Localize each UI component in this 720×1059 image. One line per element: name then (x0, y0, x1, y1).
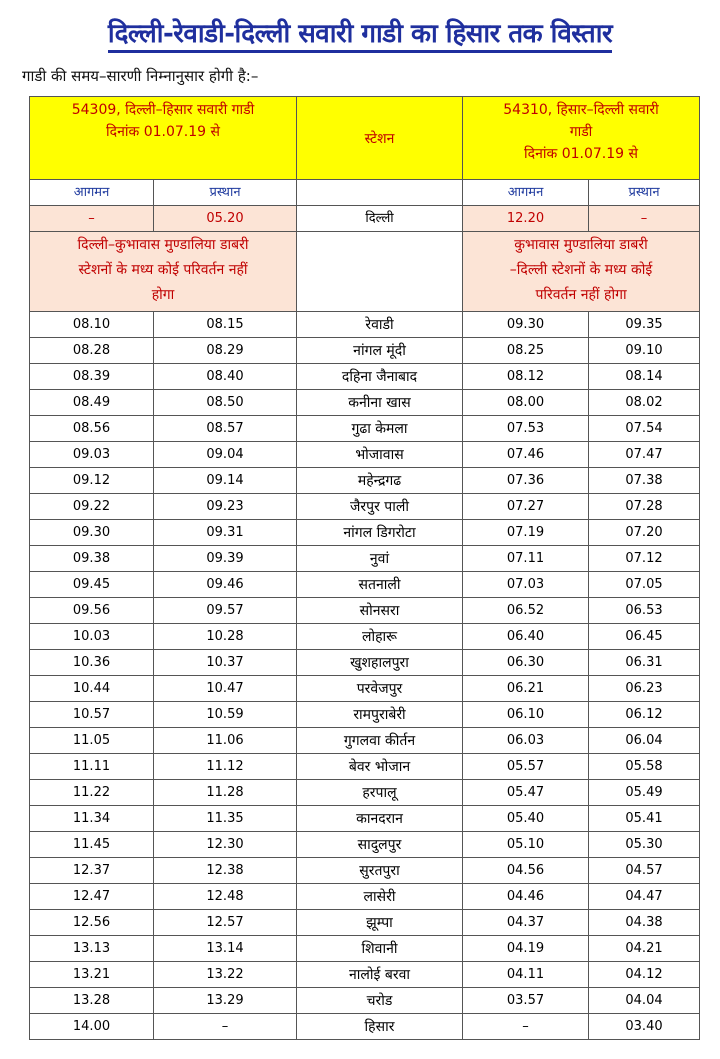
table-row (30, 624, 700, 650)
departure-cell: 08.15 (154, 312, 297, 338)
table-row (30, 416, 700, 442)
departure-header: प्रस्थान (589, 180, 700, 206)
intro-text: गाडी की समय–सारणी निम्नानुसार होगी है:– (22, 67, 259, 85)
arrival-cell: 08.49 (30, 390, 154, 416)
table-row (30, 806, 700, 832)
arrival-cell: 07.46 (463, 442, 589, 468)
table-row (30, 780, 700, 806)
arrival-cell: 04.37 (463, 910, 589, 936)
table-row (30, 962, 700, 988)
table-row (30, 650, 700, 676)
arrival-cell: 10.36 (30, 650, 154, 676)
departure-cell: 11.12 (154, 754, 297, 780)
arrival-cell: 07.36 (463, 468, 589, 494)
departure-cell: 13.22 (154, 962, 297, 988)
train-54310-header: 54310, हिसार–दिल्ली सवारी गाडी दिनांक 01.07.19 से (463, 97, 700, 180)
departure-cell: 06.45 (589, 624, 700, 650)
departure-cell: 08.57 (154, 416, 297, 442)
departure-cell: 04.12 (589, 962, 700, 988)
departure-cell: 03.40 (589, 1014, 700, 1040)
arrival-cell: 06.10 (463, 702, 589, 728)
departure-cell: 11.06 (154, 728, 297, 754)
arrival-cell: 04.11 (463, 962, 589, 988)
table-row (30, 390, 700, 416)
station-cell: शिवानी (297, 936, 463, 962)
departure-cell: 04.21 (589, 936, 700, 962)
note-row (30, 232, 700, 312)
arrival-cell: 05.47 (463, 780, 589, 806)
arrival-cell: 09.56 (30, 598, 154, 624)
departure-cell: 13.29 (154, 988, 297, 1014)
station-cell: महेन्द्रगढ (297, 468, 463, 494)
departure-cell: 07.54 (589, 416, 700, 442)
departure-cell: 12.48 (154, 884, 297, 910)
departure-cell: 12.30 (154, 832, 297, 858)
arrival-cell: 12.47 (30, 884, 154, 910)
arrival-cell: 06.52 (463, 598, 589, 624)
arrival-cell: 04.46 (463, 884, 589, 910)
arrival-cell: 05.40 (463, 806, 589, 832)
station-cell: नांगल डिगरोटा (297, 520, 463, 546)
departure-cell: 09.10 (589, 338, 700, 364)
station-cell: हिसार (297, 1014, 463, 1040)
arrival-cell: 06.21 (463, 676, 589, 702)
arrival-cell: 04.19 (463, 936, 589, 962)
arrival-cell: 07.11 (463, 546, 589, 572)
station-cell: कानदरान (297, 806, 463, 832)
station-cell: झूम्पा (297, 910, 463, 936)
table-row (30, 312, 700, 338)
note-right: कुभावास मुण्डालिया डाबरी –दिल्ली स्टेशनों के मध्य कोई परिवर्तन नहीं होगा (463, 232, 700, 312)
departure-cell: 09.14 (154, 468, 297, 494)
station-cell: गुगलवा कीर्तन (297, 728, 463, 754)
departure-cell: 12.57 (154, 910, 297, 936)
arrival-cell: 09.30 (463, 312, 589, 338)
departure-cell: 04.04 (589, 988, 700, 1014)
departure-cell: 08.29 (154, 338, 297, 364)
arrival-cell: 07.19 (463, 520, 589, 546)
departure-cell: 06.04 (589, 728, 700, 754)
table-row (30, 338, 700, 364)
station-cell: हरपालू (297, 780, 463, 806)
departure-cell: 07.38 (589, 468, 700, 494)
header-row (30, 97, 700, 180)
page-title: दिल्ली-रेवाडी-दिल्ली सवारी गाडी का हिसार तक विस्तार (0, 14, 720, 50)
arrival-cell: 08.10 (30, 312, 154, 338)
arrival-cell: 06.40 (463, 624, 589, 650)
arrival-cell: 06.03 (463, 728, 589, 754)
table-row (30, 728, 700, 754)
arrival-cell: 11.22 (30, 780, 154, 806)
departure-cell: 06.12 (589, 702, 700, 728)
table-row (30, 676, 700, 702)
arrival-cell: – (463, 1014, 589, 1040)
departure-cell: 09.23 (154, 494, 297, 520)
departure-cell: 07.05 (589, 572, 700, 598)
arrival-cell: 11.05 (30, 728, 154, 754)
arrival-cell: 07.53 (463, 416, 589, 442)
arrival-cell: 09.12 (30, 468, 154, 494)
station-cell: रामपुराबेरी (297, 702, 463, 728)
arrival-cell: 10.03 (30, 624, 154, 650)
table-row (30, 494, 700, 520)
departure-cell: 09.04 (154, 442, 297, 468)
departure-cell: 11.35 (154, 806, 297, 832)
table-row (30, 572, 700, 598)
departure-cell: 12.38 (154, 858, 297, 884)
table-row (30, 442, 700, 468)
departure-cell: 09.35 (589, 312, 700, 338)
departure-cell: 07.20 (589, 520, 700, 546)
arrival-cell: 12.20 (463, 206, 589, 232)
station-cell: दिल्ली (297, 206, 463, 232)
table-row (30, 364, 700, 390)
arrival-cell: 08.28 (30, 338, 154, 364)
station-cell: गुढा केमला (297, 416, 463, 442)
table-row (30, 754, 700, 780)
departure-cell: 09.39 (154, 546, 297, 572)
table-row (30, 884, 700, 910)
station-cell: कनीना खास (297, 390, 463, 416)
departure-cell: 04.47 (589, 884, 700, 910)
departure-cell: 11.28 (154, 780, 297, 806)
departure-header: प्रस्थान (154, 180, 297, 206)
table-row (30, 520, 700, 546)
station-cell: रेवाडी (297, 312, 463, 338)
arrival-cell: 13.21 (30, 962, 154, 988)
table-row (30, 988, 700, 1014)
departure-cell: 10.59 (154, 702, 297, 728)
table-row (30, 546, 700, 572)
station-header: स्टेशन (297, 97, 463, 180)
departure-cell: 08.50 (154, 390, 297, 416)
departure-cell: 04.38 (589, 910, 700, 936)
station-cell: सोनसरा (297, 598, 463, 624)
arrival-cell: 09.38 (30, 546, 154, 572)
arrival-cell: 06.30 (463, 650, 589, 676)
arrival-cell: 08.39 (30, 364, 154, 390)
arrival-cell: 08.12 (463, 364, 589, 390)
departure-cell: 08.40 (154, 364, 297, 390)
arrival-cell: 08.25 (463, 338, 589, 364)
departure-cell: 05.58 (589, 754, 700, 780)
station-cell: नांगल मूंदी (297, 338, 463, 364)
arrival-cell: 09.30 (30, 520, 154, 546)
departure-cell: 07.47 (589, 442, 700, 468)
departure-cell: 08.14 (589, 364, 700, 390)
subheader-row (30, 180, 700, 206)
station-cell: बेवर भोजान (297, 754, 463, 780)
station-cell: सादुलपुर (297, 832, 463, 858)
departure-cell: 09.31 (154, 520, 297, 546)
table-row (30, 598, 700, 624)
arrival-cell: 03.57 (463, 988, 589, 1014)
arrival-cell: 05.10 (463, 832, 589, 858)
table-row (30, 1014, 700, 1040)
arrival-cell: 11.11 (30, 754, 154, 780)
train-54309-header: 54309, दिल्ली–हिसार सवारी गाडी दिनांक 01.07.19 से (30, 97, 297, 180)
table-row (30, 832, 700, 858)
departure-cell: 10.37 (154, 650, 297, 676)
station-cell: खुशहालपुरा (297, 650, 463, 676)
departure-cell: 06.23 (589, 676, 700, 702)
arrival-cell: 04.56 (463, 858, 589, 884)
departure-cell: 09.46 (154, 572, 297, 598)
note-left: दिल्ली–कुभावास मुण्डालिया डाबरी स्टेशनों के मध्य कोई परिवर्तन नहीं होगा (30, 232, 297, 312)
departure-cell: 05.41 (589, 806, 700, 832)
departure-cell: 06.31 (589, 650, 700, 676)
departure-cell: 13.14 (154, 936, 297, 962)
arrival-header: आगमन (463, 180, 589, 206)
station-cell: जैरपुर पाली (297, 494, 463, 520)
departure-cell: 09.57 (154, 598, 297, 624)
arrival-cell: 08.56 (30, 416, 154, 442)
arrival-cell: 12.56 (30, 910, 154, 936)
arrival-cell: 09.22 (30, 494, 154, 520)
table-row (30, 910, 700, 936)
station-cell: सतनाली (297, 572, 463, 598)
table-row (30, 702, 700, 728)
arrival-cell: 10.57 (30, 702, 154, 728)
station-cell: दहिना जैनाबाद (297, 364, 463, 390)
station-cell: सुरतपुरा (297, 858, 463, 884)
departure-cell: – (589, 206, 700, 232)
arrival-header: आगमन (30, 180, 154, 206)
arrival-cell: 10.44 (30, 676, 154, 702)
station-cell: लासेरी (297, 884, 463, 910)
station-cell: लोहारू (297, 624, 463, 650)
arrival-cell: 07.03 (463, 572, 589, 598)
departure-cell: 05.20 (154, 206, 297, 232)
station-cell: भोजावास (297, 442, 463, 468)
table-row (30, 468, 700, 494)
table-row (30, 936, 700, 962)
arrival-cell: 13.28 (30, 988, 154, 1014)
timetable (29, 96, 700, 1040)
arrival-cell: 14.00 (30, 1014, 154, 1040)
arrival-cell: 07.27 (463, 494, 589, 520)
departure-cell: 10.28 (154, 624, 297, 650)
departure-cell: 10.47 (154, 676, 297, 702)
station-cell: नालोई बरवा (297, 962, 463, 988)
table-row (30, 858, 700, 884)
arrival-cell: 12.37 (30, 858, 154, 884)
arrival-cell: 11.45 (30, 832, 154, 858)
arrival-cell: 13.13 (30, 936, 154, 962)
departure-cell: 04.57 (589, 858, 700, 884)
departure-cell: 08.02 (589, 390, 700, 416)
arrival-cell: – (30, 206, 154, 232)
station-cell: नुवां (297, 546, 463, 572)
departure-cell: 06.53 (589, 598, 700, 624)
departure-cell: 07.12 (589, 546, 700, 572)
table-row (30, 206, 700, 232)
arrival-cell: 09.45 (30, 572, 154, 598)
blank-cell (297, 180, 463, 206)
departure-cell: 05.49 (589, 780, 700, 806)
arrival-cell: 11.34 (30, 806, 154, 832)
blank-cell (297, 232, 463, 312)
arrival-cell: 08.00 (463, 390, 589, 416)
arrival-cell: 05.57 (463, 754, 589, 780)
arrival-cell: 09.03 (30, 442, 154, 468)
departure-cell: – (154, 1014, 297, 1040)
station-cell: परवेजपुर (297, 676, 463, 702)
departure-cell: 05.30 (589, 832, 700, 858)
station-cell: चरोड (297, 988, 463, 1014)
departure-cell: 07.28 (589, 494, 700, 520)
